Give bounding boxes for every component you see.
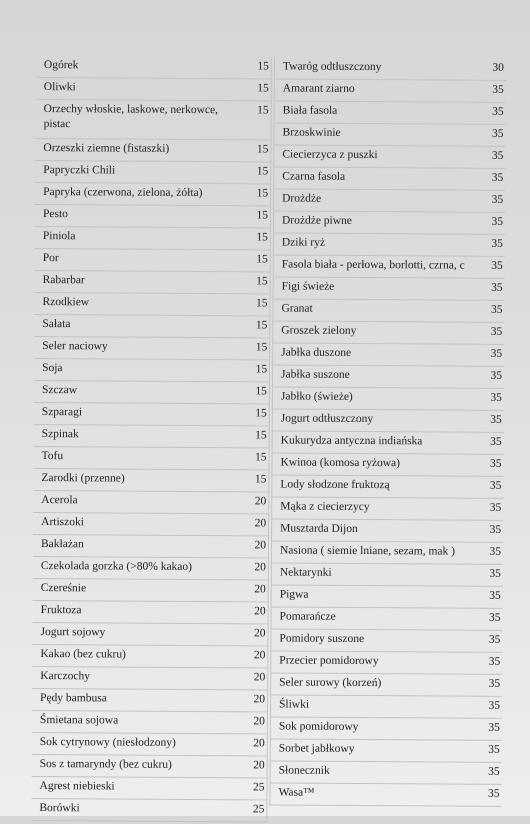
table-row bbox=[270, 629, 502, 652]
gi-value: 20 bbox=[254, 561, 266, 574]
right-column bbox=[269, 57, 506, 806]
gi-value: 15 bbox=[257, 104, 269, 117]
food-name: Groszek zielony bbox=[281, 324, 357, 337]
gi-value: 20 bbox=[254, 583, 266, 596]
table-row bbox=[34, 381, 270, 404]
gi-value: 15 bbox=[255, 451, 267, 464]
gi-value: 30 bbox=[492, 61, 504, 74]
table-row bbox=[273, 123, 505, 146]
gi-value: 20 bbox=[253, 649, 266, 662]
food-name: Jabłko (świeże) bbox=[280, 390, 353, 403]
table-row bbox=[272, 343, 504, 366]
gi-value: 35 bbox=[489, 611, 501, 624]
food-name: Orzeszki ziemne (fistaszki) bbox=[43, 142, 170, 155]
food-name: Słonecznik bbox=[278, 764, 330, 777]
table-row bbox=[272, 299, 504, 322]
gi-value: 35 bbox=[489, 589, 501, 602]
gi-value: 35 bbox=[490, 391, 502, 404]
food-name: Wasa™ bbox=[278, 786, 315, 799]
food-name: Seler naciowy bbox=[42, 340, 108, 353]
food-name: Ciecierzyca z puszki bbox=[282, 148, 378, 162]
gi-value: 35 bbox=[491, 237, 503, 250]
food-name: Pomidory suszone bbox=[279, 632, 365, 646]
gi-value: 35 bbox=[490, 303, 503, 316]
table-row bbox=[33, 447, 269, 470]
gi-value: 15 bbox=[257, 82, 269, 95]
food-name: Szczaw bbox=[41, 384, 78, 397]
food-name: Fruktoza bbox=[40, 604, 82, 617]
gi-value: 35 bbox=[490, 413, 502, 426]
gi-value: 35 bbox=[489, 523, 502, 536]
table-row bbox=[273, 233, 505, 256]
table-row bbox=[273, 255, 505, 278]
table-row bbox=[35, 205, 271, 228]
table-row bbox=[35, 249, 271, 272]
table-row bbox=[35, 161, 271, 184]
food-name: Sałata bbox=[42, 318, 71, 331]
gi-value: 15 bbox=[256, 275, 268, 288]
table-row bbox=[271, 497, 503, 520]
food-name: Dziki ryż bbox=[281, 236, 326, 249]
food-name: Tofu bbox=[41, 450, 64, 463]
food-name: Pesto bbox=[42, 208, 68, 221]
gi-value: 15 bbox=[256, 209, 269, 222]
food-name: Borówki bbox=[39, 802, 80, 815]
gi-value: 20 bbox=[254, 605, 266, 618]
food-name: Kwinoa (komosa ryżowa) bbox=[280, 456, 400, 470]
table-row bbox=[32, 667, 268, 690]
table-row bbox=[34, 359, 270, 382]
food-name: Rabarbar bbox=[42, 274, 85, 287]
gi-value: 15 bbox=[255, 429, 267, 442]
gi-value: 35 bbox=[491, 281, 503, 294]
gi-value: 35 bbox=[488, 699, 501, 712]
gi-value: 35 bbox=[488, 633, 501, 646]
table-row bbox=[271, 475, 503, 498]
table-row bbox=[32, 711, 268, 734]
gi-value: 35 bbox=[489, 567, 501, 580]
table-row bbox=[34, 293, 270, 316]
food-name: Sok pomidorowy bbox=[278, 720, 359, 733]
table-row bbox=[270, 739, 502, 762]
table-row bbox=[272, 387, 504, 410]
gi-value: 15 bbox=[255, 363, 268, 376]
gi-value: 35 bbox=[491, 127, 504, 140]
food-name: Piniola bbox=[42, 230, 76, 243]
gi-value: 15 bbox=[254, 473, 267, 486]
food-name: Pigwa bbox=[279, 588, 309, 601]
food-name: Ogórek bbox=[43, 59, 79, 72]
table-row bbox=[35, 183, 271, 206]
gi-value: 20 bbox=[254, 517, 267, 530]
gi-value: 15 bbox=[255, 385, 267, 398]
gi-value: 35 bbox=[488, 655, 501, 668]
food-name: Twaróg odtłuszczony bbox=[282, 60, 382, 74]
food-name: Agrest niebieski bbox=[39, 780, 115, 793]
table-row bbox=[273, 277, 505, 300]
table-row bbox=[274, 57, 506, 80]
gi-value: 20 bbox=[253, 693, 266, 706]
food-name: Czekolada gorzka (>80% kakao) bbox=[40, 560, 193, 573]
gi-value: 35 bbox=[490, 369, 503, 382]
table-row bbox=[36, 78, 272, 101]
food-name: Papryka (czerwona, zielona, żółta) bbox=[43, 186, 203, 200]
gi-value: 35 bbox=[490, 325, 503, 338]
gi-value: 35 bbox=[488, 677, 501, 690]
food-name: Kakao (bez cukru) bbox=[40, 648, 126, 661]
gi-value: 15 bbox=[255, 341, 268, 354]
food-name: Pomarańcze bbox=[279, 610, 336, 623]
table-row bbox=[271, 519, 503, 542]
table-row bbox=[271, 541, 503, 564]
table-row bbox=[35, 100, 271, 140]
food-name: Sorbet jabłkowy bbox=[278, 742, 355, 755]
food-name: Przecier pomidorowy bbox=[279, 654, 379, 668]
food-name: Jogurt sojowy bbox=[40, 626, 106, 639]
gi-value: 35 bbox=[492, 105, 504, 118]
gi-value: 35 bbox=[491, 149, 504, 162]
table-row bbox=[32, 689, 268, 712]
food-name: Artiszoki bbox=[41, 516, 85, 529]
food-name: Granat bbox=[281, 302, 313, 315]
table-row bbox=[271, 563, 503, 586]
food-name: Rzodkiew bbox=[42, 296, 90, 309]
table-row bbox=[35, 227, 271, 250]
food-name: Bakłażan bbox=[40, 538, 84, 551]
table-row bbox=[33, 579, 269, 602]
gi-value: 15 bbox=[257, 60, 269, 73]
food-name: Brzoskwinie bbox=[282, 126, 341, 139]
food-name: Soja bbox=[42, 362, 63, 375]
food-name: Biała fasola bbox=[282, 104, 338, 117]
table-row bbox=[273, 167, 505, 190]
gi-value: 35 bbox=[492, 83, 504, 96]
food-name: Drożdże piwne bbox=[281, 214, 352, 227]
gi-value: 35 bbox=[491, 215, 504, 228]
gi-value: 15 bbox=[255, 407, 267, 420]
gi-value: 35 bbox=[491, 259, 503, 272]
table-row bbox=[33, 557, 269, 580]
gi-value: 20 bbox=[253, 715, 265, 728]
left-column bbox=[31, 56, 272, 822]
food-name: Czarna fasola bbox=[282, 170, 346, 183]
food-name: Zarodki (przenne) bbox=[41, 472, 125, 485]
table-row bbox=[272, 365, 504, 388]
gi-value: 15 bbox=[256, 165, 269, 178]
table-row bbox=[32, 645, 268, 668]
table-row bbox=[32, 755, 268, 778]
table-row bbox=[33, 535, 269, 558]
food-name: Nektarynki bbox=[279, 566, 332, 579]
food-name: Musztarda Dijon bbox=[280, 522, 358, 535]
table-row bbox=[35, 139, 271, 162]
food-name: Jabłka suszone bbox=[281, 368, 350, 381]
gi-value: 35 bbox=[487, 787, 500, 800]
table-row bbox=[34, 337, 270, 360]
gi-value: 35 bbox=[491, 193, 504, 206]
table-row bbox=[35, 271, 271, 294]
table-row bbox=[33, 513, 269, 536]
table-row bbox=[31, 777, 267, 800]
gi-value: 35 bbox=[489, 479, 502, 492]
food-name: Acerola bbox=[41, 494, 78, 507]
table-row bbox=[32, 733, 268, 756]
food-name: Por bbox=[42, 252, 59, 265]
gi-value: 35 bbox=[489, 545, 502, 558]
table-row bbox=[269, 783, 501, 806]
table-row bbox=[272, 321, 504, 344]
gi-value: 35 bbox=[489, 457, 502, 470]
food-name: Szparagi bbox=[41, 406, 83, 419]
gi-value: 15 bbox=[256, 187, 269, 200]
food-name: Kukurydza antyczna indiańska bbox=[280, 434, 423, 448]
food-table bbox=[36, 56, 508, 816]
table-row bbox=[36, 56, 272, 79]
table-row bbox=[272, 431, 504, 454]
table-row bbox=[274, 79, 506, 102]
food-name: Sok cytrynowy (niesłodzony) bbox=[39, 736, 176, 749]
gi-value: 15 bbox=[256, 143, 269, 156]
gi-value: 35 bbox=[490, 435, 502, 448]
gi-value: 25 bbox=[252, 803, 265, 816]
gi-value: 35 bbox=[489, 501, 502, 514]
gi-value: 20 bbox=[254, 539, 267, 552]
gi-value: 35 bbox=[488, 721, 500, 734]
table-row bbox=[274, 101, 506, 124]
table-row bbox=[271, 453, 503, 476]
food-name: Papryczki Chili bbox=[43, 164, 116, 177]
table-row bbox=[273, 189, 505, 212]
gi-value: 15 bbox=[256, 253, 268, 266]
table-row bbox=[270, 651, 502, 674]
table-row bbox=[271, 585, 503, 608]
gi-value: 35 bbox=[491, 171, 504, 184]
table-row bbox=[33, 601, 269, 624]
food-name: Oliwki bbox=[43, 81, 76, 94]
food-name: Seler surowy (korzeń) bbox=[279, 676, 382, 690]
gi-value: 25 bbox=[252, 781, 265, 794]
food-name: Fasola biała - perłowa, borlotti, czrna, c bbox=[281, 258, 465, 272]
food-name: Nasiona ( siemie lniane, sezam, mak ) bbox=[279, 544, 456, 558]
gi-value: 20 bbox=[253, 671, 266, 684]
gi-value: 15 bbox=[256, 231, 268, 244]
food-name: Jabłka duszone bbox=[281, 346, 352, 359]
gi-value: 35 bbox=[490, 347, 503, 360]
table-row bbox=[31, 799, 267, 822]
gi-value: 15 bbox=[255, 319, 268, 332]
table-row bbox=[273, 211, 505, 234]
food-name: Śliwki bbox=[279, 698, 310, 711]
table-row bbox=[270, 761, 502, 784]
gi-value: 35 bbox=[488, 743, 500, 756]
table-row bbox=[34, 425, 270, 448]
table-row bbox=[270, 717, 502, 740]
gi-value: 20 bbox=[253, 759, 265, 772]
food-name: Mąka z ciecierzycy bbox=[280, 500, 370, 514]
food-name: Pędy bambusa bbox=[40, 692, 107, 705]
food-name: Amarant ziarno bbox=[282, 82, 355, 95]
food-name: Lody słodzone fruktozą bbox=[280, 478, 390, 492]
table-row bbox=[271, 607, 503, 630]
gi-value: 35 bbox=[488, 765, 500, 778]
food-name: Jogurt odtłuszczony bbox=[280, 412, 374, 426]
food-name: Sos z tamaryndy (bez cukru) bbox=[39, 758, 172, 771]
table-row bbox=[32, 623, 268, 646]
table-row bbox=[34, 315, 270, 338]
table-row bbox=[270, 695, 502, 718]
food-name: Figi świeże bbox=[281, 280, 335, 293]
table-row bbox=[34, 403, 270, 426]
food-name: Karczochy bbox=[40, 670, 91, 683]
table-row bbox=[33, 491, 269, 514]
table-row bbox=[273, 145, 505, 168]
gi-value: 20 bbox=[253, 627, 266, 640]
gi-value: 15 bbox=[255, 297, 268, 310]
gi-value: 20 bbox=[254, 495, 267, 508]
table-row bbox=[270, 673, 502, 696]
table-row bbox=[272, 409, 504, 432]
food-name: Orzechy włoskie, laskowe, nerkowce, pistac bbox=[43, 103, 219, 131]
food-name: Szpinak bbox=[41, 428, 79, 441]
gi-value: 20 bbox=[253, 737, 265, 750]
food-name: Czereśnie bbox=[40, 582, 87, 595]
table-row bbox=[33, 469, 269, 492]
food-name: Drożdże bbox=[282, 192, 322, 205]
food-name: Śmietana sojowa bbox=[39, 714, 119, 727]
